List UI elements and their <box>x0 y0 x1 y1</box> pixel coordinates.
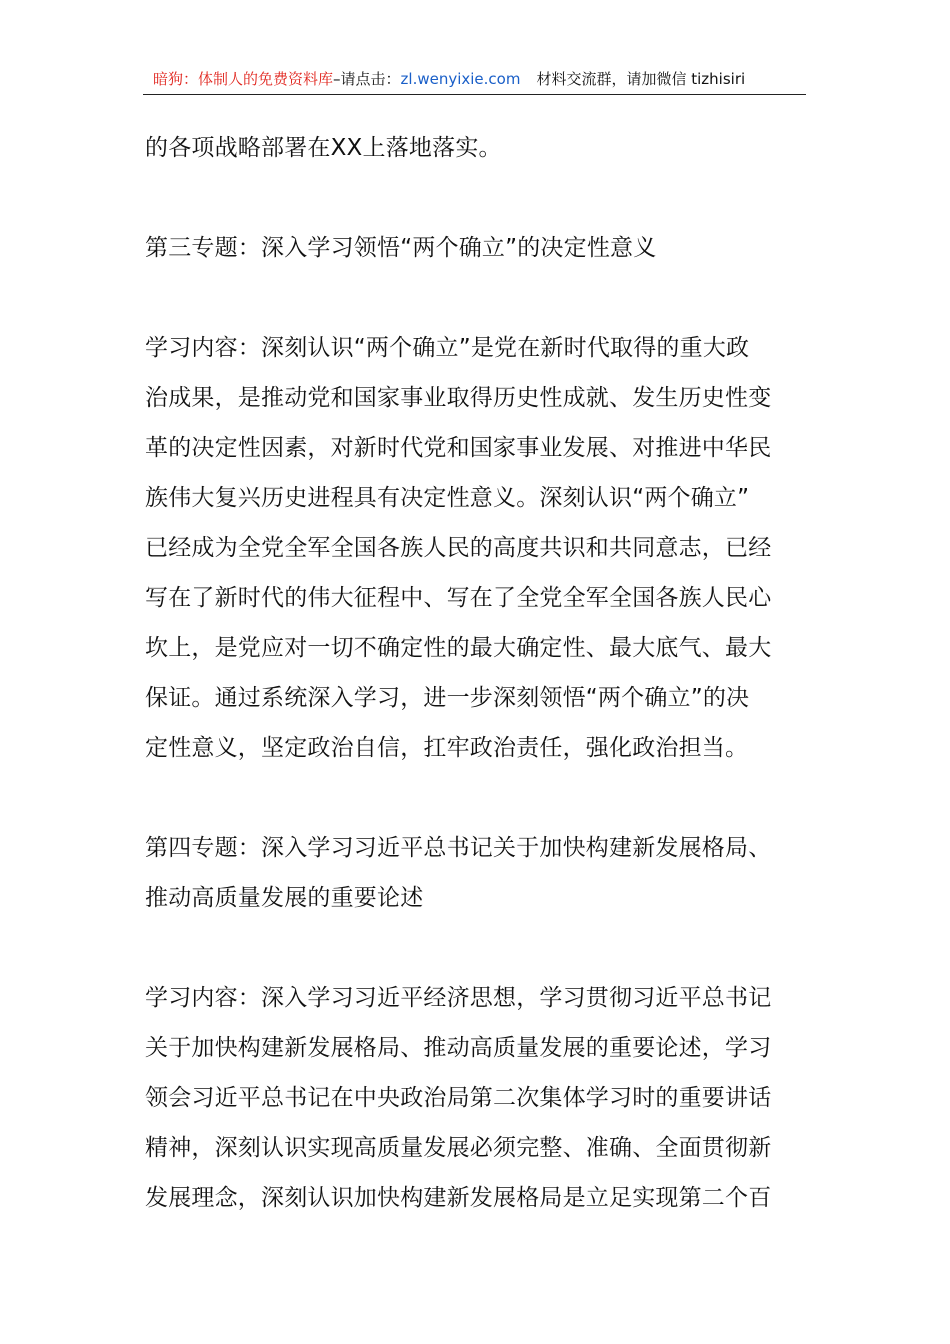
text-line: 精神，深刻认识实现高质量发展必须完整、准确、全面贯彻新 <box>145 1135 772 1161</box>
text-line: 已经成为全党全军全国各族人民的高度共识和共同意志，已经 <box>145 535 772 561</box>
section-heading-3 <box>145 223 810 273</box>
header-url-link[interactable]: zl.wenyixie.com <box>400 70 521 88</box>
header-site-name: 暗狗：体制人的免费资料库 <box>153 70 334 88</box>
header-click-prompt: –请点击： <box>333 70 401 88</box>
text-line: 学习内容：深刻认识“两个确立”是党在新时代取得的重大政 <box>145 335 750 361</box>
text-line: 定性意义，坚定政治自信，扛牢政治责任，强化政治担当。 <box>145 735 749 761</box>
heading-line: 推动高质量发展的重要论述 <box>145 885 424 911</box>
heading-line: 第四专题：深入学习习近平总书记关于加快构建新发展格局、 <box>145 835 772 861</box>
paragraph-study-content-4 <box>145 973 810 1223</box>
page-header <box>143 66 806 95</box>
section-heading-4 <box>145 823 810 923</box>
text-line: 领会习近平总书记在中央政治局第二次集体学习时的重要讲话 <box>145 1085 772 1111</box>
text-line: 坎上，是党应对一切不确定性的最大确定性、最大底气、最大 <box>145 635 772 661</box>
header-group-note: 材料交流群，请加微信 tizhisiri <box>536 70 746 88</box>
paragraph-study-content-3 <box>145 323 810 773</box>
text-line: 革的决定性因素，对新时代党和国家事业发展、对推进中华民 <box>145 435 772 461</box>
text-line: 写在了新时代的伟大征程中、写在了全党全军全国各族人民心 <box>145 585 772 611</box>
heading-line: 第三专题：深入学习领悟“两个确立”的决定性意义 <box>145 235 657 261</box>
text-line: 关于加快构建新发展格局、推动高质量发展的重要论述，学习 <box>145 1035 772 1061</box>
text-line: 治成果，是推动党和国家事业取得历史性成就、发生历史性变 <box>145 385 772 411</box>
text-line: 学习内容：深入学习习近平经济思想，学习贯彻习近平总书记 <box>145 985 772 1011</box>
text-line: 保证。通过系统深入学习，进一步深刻领悟“两个确立”的决 <box>145 685 750 711</box>
text-line: 族伟大复兴历史进程具有决定性意义。深刻认识“两个确立” <box>145 485 750 511</box>
text-line: 的各项战略部署在XX上落地落实。 <box>145 135 502 161</box>
text-line: 发展理念，深刻认识加快构建新发展格局是立足实现第二个百 <box>145 1185 772 1211</box>
paragraph-continuation <box>145 123 810 173</box>
document-body <box>145 123 810 1223</box>
